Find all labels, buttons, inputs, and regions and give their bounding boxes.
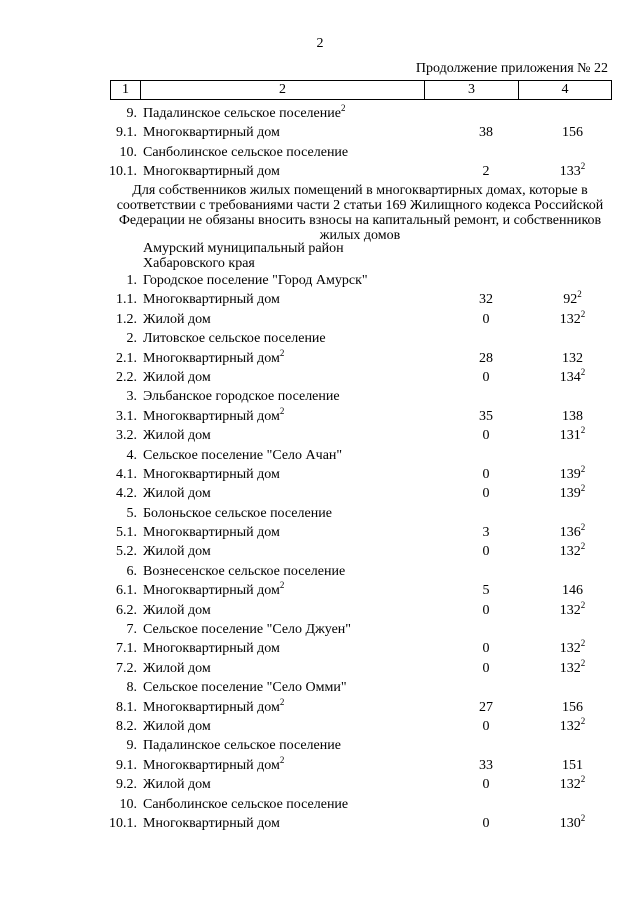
row-value-col4 [520,123,625,142]
row-value-col3: 3 [482,525,490,541]
header-col-2: 2 [141,81,425,99]
row-value-col3: 32 [479,292,493,308]
table-row [0,814,640,833]
row-value-col3: 0 [482,486,490,502]
row-value-col4 [520,290,625,309]
table-row [0,775,640,794]
row-name [143,387,340,406]
row-value-col4 [520,426,625,445]
row-name [143,581,284,600]
footnote-mark: 2 [580,522,586,533]
row-number: 8.1. [116,699,137,715]
footnote-mark: 2 [580,483,586,494]
table-row [0,659,640,678]
row-name [143,562,345,581]
table-row [0,504,640,523]
row-name-text: Жилой дом [143,311,211,327]
row-number: 10.1. [109,815,137,831]
row-name [143,814,280,833]
footnote-mark: 2 [340,103,346,113]
row-name-text: Литовское сельское поселение [143,331,326,347]
row-value-col4-text: 156 [562,699,583,715]
header-col-1: 1 [111,81,141,99]
row-value-col4-text: 132 [559,777,581,793]
row-value-col4-text: 151 [562,757,583,773]
footnote-mark: 2 [580,463,586,474]
row-name-text: Жилой дом [143,718,211,734]
footnote-mark: 2 [279,580,285,591]
row-value-col4-text: 132 [559,718,581,734]
footnote-mark: 2 [580,366,586,377]
row-name [143,310,211,329]
row-name [143,465,280,484]
row-value-col3: 0 [482,602,490,618]
footnote-mark: 2 [580,715,586,726]
table-row [0,349,640,368]
row-value-col4 [520,775,625,794]
table-body-bottom [0,271,640,833]
row-value-col4-text: 132 [559,311,581,327]
row-name [143,678,347,697]
row-name-text: Сельское поселение "Село Джуен" [143,622,352,638]
row-value-col4 [520,349,625,368]
row-name-text: Жилой дом [143,486,211,502]
row-name-text: Санболинское сельское поселение [143,144,349,160]
row-value-col4-text: 131 [559,428,581,444]
row-number: 3.2. [116,428,137,444]
table-row [0,104,640,123]
row-name [143,290,280,309]
row-number: 9. [126,106,137,121]
table-row [0,368,640,387]
row-name [143,698,284,717]
row-value-col4 [520,465,625,484]
row-name-text: Многоквартирный дом [143,641,280,657]
table-row [0,639,640,658]
continuation-label: Продолжение приложения № 22 [415,61,608,76]
row-number: 7. [126,622,137,638]
row-value-col3: 38 [479,125,493,141]
row-number: 1.2. [116,311,137,327]
table-row [0,446,640,465]
row-value-col4 [520,717,625,736]
row-name-text: Многоквартирный дом [143,815,280,831]
header-col-4: 4 [561,82,569,97]
row-name [143,368,211,387]
footnote-mark: 2 [580,774,586,785]
row-name-text: Жилой дом [143,544,211,560]
table-row [0,581,640,600]
row-value-col4 [520,814,625,833]
row-value-col3: 2 [482,164,490,180]
row-value-col4 [520,698,625,717]
footnote-mark: 2 [279,696,285,707]
table-row [0,698,640,717]
row-number: 5. [126,505,137,521]
table-row [0,329,640,348]
row-name [143,756,284,775]
footnote-mark: 2 [580,541,586,552]
row-number: 4. [126,447,137,463]
row-value-col4 [520,368,625,387]
row-name-text: Падалинское сельское поселение [143,738,341,754]
row-name-text: Многоквартирный дом [143,292,280,308]
footnote-mark: 2 [577,289,582,300]
table-body-top [0,104,640,182]
row-value-col3: 27 [479,699,493,715]
table-row [0,523,640,542]
table-row [0,426,640,445]
row-name [143,639,280,658]
row-value-col4-text: 132 [559,602,581,618]
row-number: 7.1. [116,641,137,657]
row-value-col4 [520,581,625,600]
row-value-col3: 28 [479,350,493,366]
row-name [143,426,211,445]
row-number: 6.1. [116,583,137,599]
table-row [0,756,640,775]
table-row [0,162,640,181]
row-value-col4 [520,639,625,658]
row-value-col3: 0 [482,311,490,327]
table-row [0,143,640,162]
table-row [0,465,640,484]
district-line-2: Хабаровского края [143,256,255,271]
table-row [0,310,640,329]
table-row [0,620,640,639]
row-value-col4-text: 92 [563,292,578,308]
row-value-col4-text: 156 [562,125,583,141]
row-number: 2.1. [116,350,137,366]
footnote-mark: 2 [580,308,586,319]
row-name-text: Жилой дом [143,660,211,676]
footnote-mark: 2 [580,812,586,823]
row-name [143,795,348,814]
table-row [0,387,640,406]
row-name-text: Сельское поселение "Село Омми" [143,680,347,696]
table-row [0,123,640,142]
row-name [143,736,341,755]
row-value-col4-text: 132 [559,660,581,676]
footnote-mark: 2 [580,425,586,436]
row-name [143,162,280,181]
row-value-col4-text: 146 [562,583,583,599]
table-header [110,80,612,100]
footnote-mark: 2 [580,657,586,668]
row-name [143,542,211,561]
row-name [143,349,284,368]
row-name [143,775,211,794]
table-row [0,717,640,736]
row-value-col4 [520,756,625,775]
row-name-text: Болоньское сельское поселение [143,505,332,521]
row-name-text: Городское поселение "Город Амурск" [143,273,368,288]
row-name [143,659,211,678]
section-note: Для собственников жилых помещений в многоквартирных домах, которые в соответствии с требованиями части 2 статьи 169 Жилищного кодекса Российской Федерации не обязаны вносить взносы на капитальный ремонт, и собственников жилых домов [116,183,604,243]
row-value-col3: 0 [482,544,490,560]
row-name-text: Многоквартирный дом [143,164,280,180]
row-value-col4 [520,407,625,426]
row-value-col3: 0 [482,428,490,444]
row-value-col3: 0 [482,815,490,831]
row-name [143,484,211,503]
row-value-col4-text: 138 [562,408,583,424]
row-value-col3: 0 [482,718,490,734]
footnote-mark: 2 [580,638,586,649]
row-value-col3: 33 [479,757,493,773]
row-name-text: Многоквартирный дом [143,125,280,141]
footnote-mark: 2 [279,754,285,765]
row-number: 5.1. [116,525,137,541]
row-value-col3: 0 [482,466,490,482]
row-name-text: Вознесенское сельское поселение [143,563,346,579]
row-value-col4-text: 130 [559,815,581,831]
row-name [143,123,280,142]
page-number: 2 [316,36,324,51]
row-number: 9.1. [116,125,137,141]
row-name-text: Сельское поселение "Село Ачан" [143,447,343,463]
row-name-text: Многоквартирный дом [143,350,280,366]
row-name [143,446,342,465]
row-value-col4-text: 133 [559,164,581,180]
row-number: 7.2. [116,660,137,676]
row-value-col4 [520,523,625,542]
row-name-text: Падалинское сельское поселение [143,106,341,121]
row-value-col3: 35 [479,408,493,424]
row-value-col4 [520,601,625,620]
district-heading [143,241,344,271]
row-value-col4-text: 132 [562,350,583,366]
row-number: 9.2. [116,777,137,793]
row-value-col4 [520,162,625,181]
table-row [0,601,640,620]
row-number: 10.1. [109,164,137,180]
row-number: 5.2. [116,544,137,560]
row-name-text: Многоквартирный дом [143,699,280,715]
footnote-mark: 2 [580,599,586,610]
row-number: 3. [126,389,137,405]
row-number: 3.1. [116,408,137,424]
table-row [0,271,640,290]
row-name [143,504,332,523]
row-name [143,407,284,426]
row-value-col3: 5 [482,583,490,599]
table-row [0,407,640,426]
row-name [143,523,280,542]
district-line-1: Амурский муниципальный район [143,241,344,256]
row-number: 1. [126,273,137,288]
row-name-text: Жилой дом [143,369,211,385]
row-value-col4 [520,542,625,561]
row-name-text: Многоквартирный дом [143,583,280,599]
row-name-text: Многоквартирный дом [143,466,280,482]
table-row [0,562,640,581]
row-name-text: Многоквартирный дом [143,408,280,424]
row-name [143,601,211,620]
row-name-text: Жилой дом [143,777,211,793]
row-number: 2.2. [116,369,137,385]
row-name-text: Многоквартирный дом [143,757,280,773]
table-row [0,795,640,814]
row-name [143,143,348,162]
row-value-col3: 0 [482,777,490,793]
row-name [143,104,345,123]
row-value-col3: 0 [482,641,490,657]
row-name-text: Жилой дом [143,602,211,618]
table-row [0,736,640,755]
row-value-col4-text: 134 [559,369,581,385]
row-name [143,620,351,639]
row-value-col3: 0 [482,660,490,676]
footnote-mark: 2 [279,405,285,416]
row-number: 2. [126,331,137,347]
row-name-text: Эльбанское городское поселение [143,389,340,405]
row-name [143,271,368,290]
row-number: 4.1. [116,466,137,482]
row-number: 8. [126,680,137,696]
row-name-text: Жилой дом [143,428,211,444]
row-value-col4-text: 132 [559,641,581,657]
row-name [143,717,211,736]
table-row [0,542,640,561]
row-number: 4.2. [116,486,137,502]
table-row [0,290,640,309]
footnote-mark: 2 [279,347,285,358]
header-col-3: 3 [425,81,519,99]
table-row [0,484,640,503]
row-name-text: Санболинское сельское поселение [143,796,349,812]
table-row [0,678,640,697]
row-number: 6.2. [116,602,137,618]
row-number: 10. [119,144,137,160]
row-value-col4-text: 136 [559,525,581,541]
row-value-col4 [520,659,625,678]
row-value-col3: 0 [482,369,490,385]
row-value-col4 [520,484,625,503]
row-number: 9. [126,738,137,754]
row-value-col4 [520,310,625,329]
row-value-col4-text: 132 [559,544,581,560]
row-name-text: Многоквартирный дом [143,525,280,541]
row-value-col4-text: 139 [559,486,581,502]
row-number: 8.2. [116,718,137,734]
footnote-mark: 2 [580,161,586,172]
row-number: 6. [126,563,137,579]
row-value-col4-text: 139 [559,466,581,482]
row-number: 10. [119,796,137,812]
row-number: 9.1. [116,757,137,773]
row-number: 1.1. [116,292,137,308]
row-name [143,329,326,348]
